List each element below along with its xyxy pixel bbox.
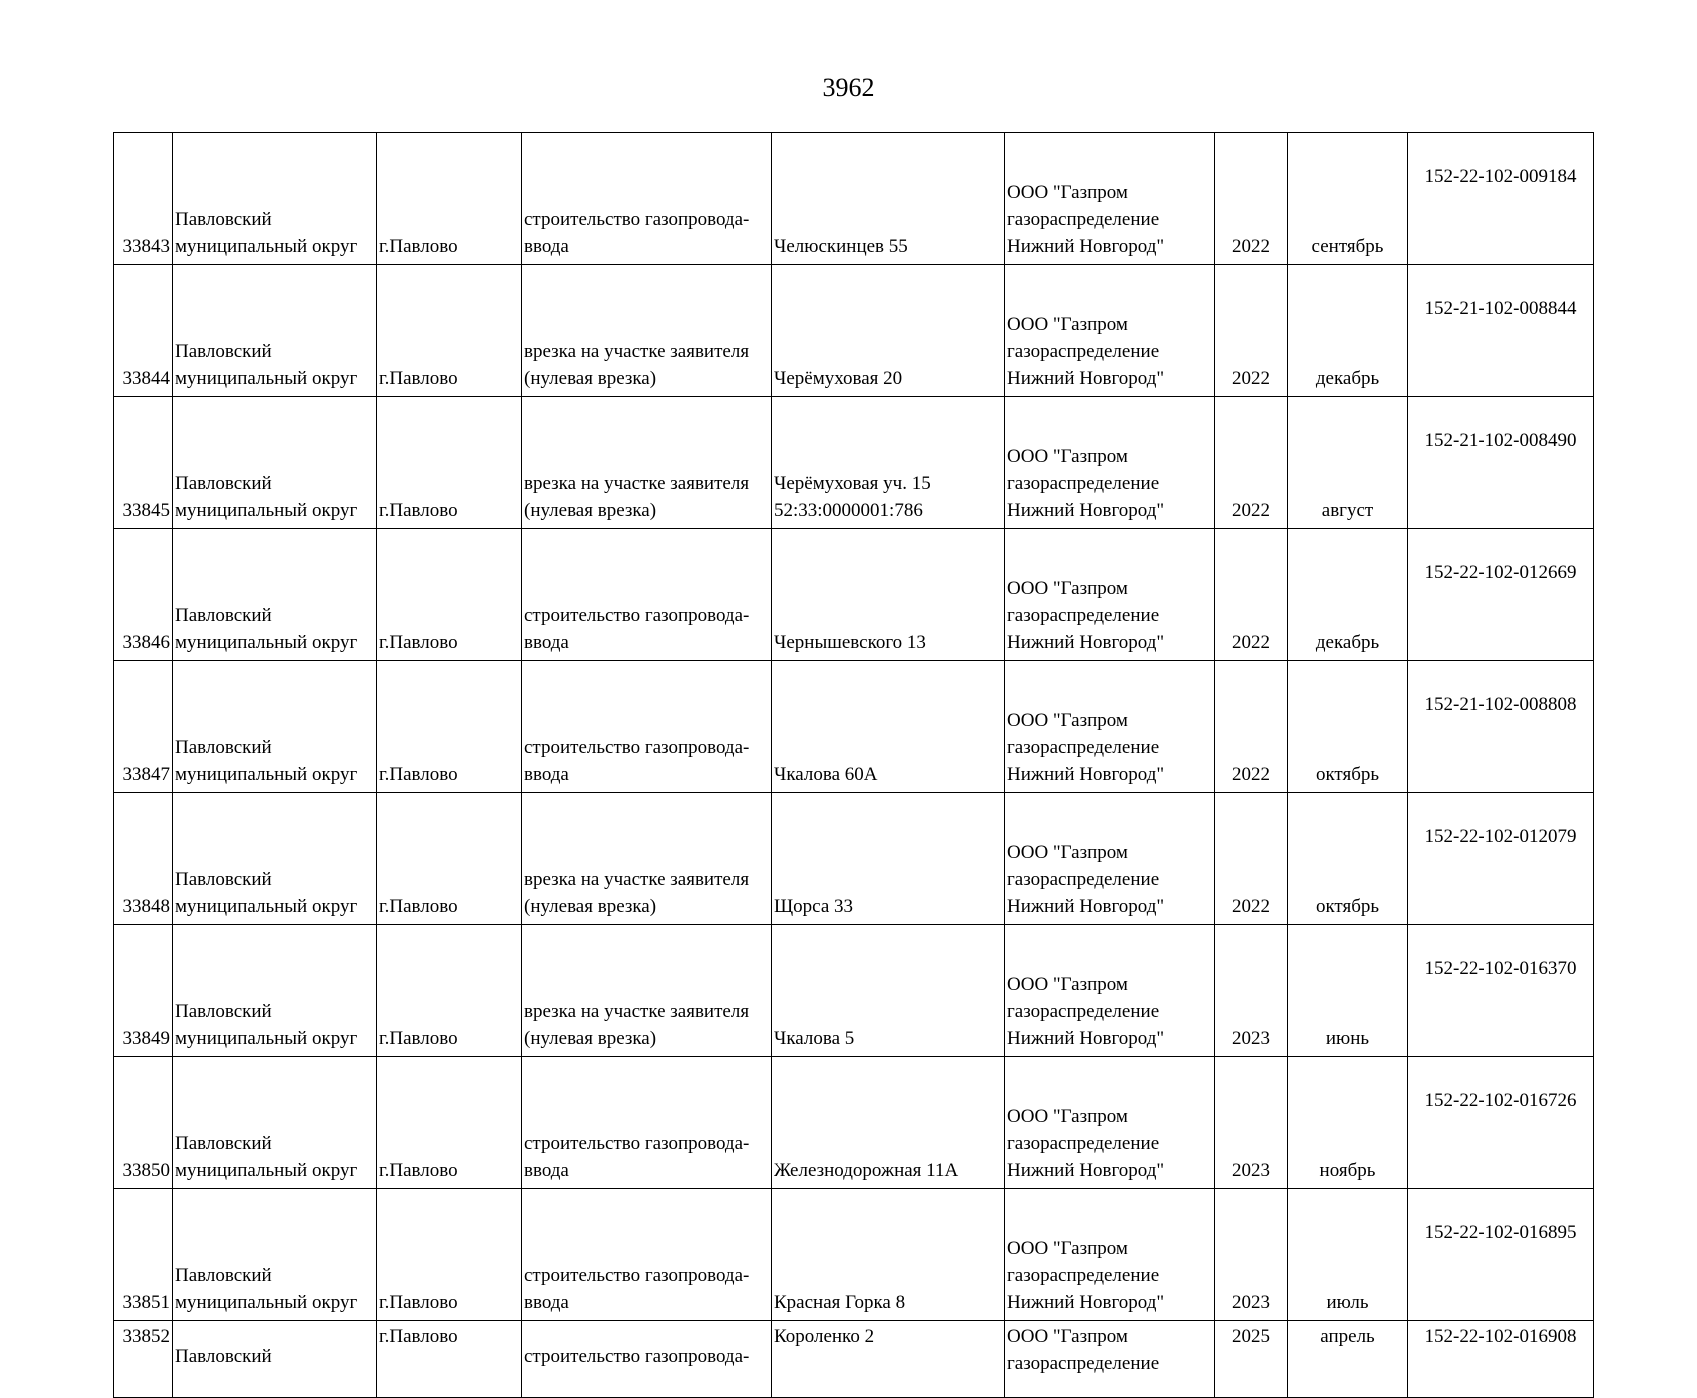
district-cell-line: Павловский [175, 1133, 272, 1154]
address-cell [772, 1321, 1005, 1398]
district-cell-line: муниципальный округ [175, 500, 358, 521]
work-type-cell [522, 265, 772, 397]
table-body [114, 133, 1594, 1398]
address-cell-line: Красная Горка 8 [774, 1292, 906, 1313]
page-number: 3962 [822, 73, 875, 102]
organization-cell [1005, 925, 1215, 1057]
district-cell-line: муниципальный округ [175, 764, 358, 785]
year-cell: 2022 [1215, 133, 1288, 265]
work-type-cell [522, 1057, 772, 1189]
month-cell: сентябрь [1288, 133, 1408, 265]
year-cell: 2022 [1215, 265, 1288, 397]
code-cell: 152-22-102-016908 [1408, 1321, 1594, 1398]
address-cell-line: Щорса 33 [774, 896, 854, 917]
work-type-cell-line: ввода [524, 1160, 569, 1181]
organization-cell-line: Нижний Новгород" [1007, 368, 1165, 389]
work-type-cell [522, 1189, 772, 1321]
code-cell: 152-22-102-009184 [1408, 133, 1594, 265]
district-cell [173, 529, 377, 661]
work-type-cell-line: врезка на участке заявителя [524, 473, 750, 494]
code-cell: 152-22-102-012669 [1408, 529, 1594, 661]
table-row [114, 1189, 1594, 1321]
organization-cell-line: ООО "Газпром [1007, 1238, 1128, 1259]
district-cell [173, 265, 377, 397]
table-row [114, 1057, 1594, 1189]
address-cell [772, 265, 1005, 397]
district-cell [173, 925, 377, 1057]
work-type-cell-line: ввода [524, 632, 569, 653]
organization-cell-line: газораспределение [1007, 1353, 1160, 1374]
address-cell-line: Чернышевского 13 [774, 632, 926, 653]
address-cell [772, 661, 1005, 793]
work-type-cell-line: ввода [524, 1292, 569, 1313]
city-cell: г.Павлово [377, 925, 522, 1057]
month-cell: октябрь [1288, 661, 1408, 793]
table-row [114, 397, 1594, 529]
organization-cell-line: ООО "Газпром [1007, 710, 1128, 731]
city-cell: г.Павлово [377, 661, 522, 793]
district-cell-line: Павловский [175, 1001, 272, 1022]
district-cell-line: муниципальный округ [175, 1028, 358, 1049]
work-type-cell [522, 925, 772, 1057]
organization-cell-line: ООО "Газпром [1007, 1106, 1128, 1127]
code-cell: 152-21-102-008808 [1408, 661, 1594, 793]
city-cell: г.Павлово [377, 529, 522, 661]
year-cell: 2023 [1215, 925, 1288, 1057]
address-cell [772, 1057, 1005, 1189]
month-cell: июнь [1288, 925, 1408, 1057]
organization-cell-line: Нижний Новгород" [1007, 236, 1165, 257]
work-type-cell-line: строительство газопровода- [524, 737, 750, 758]
city-cell: г.Павлово [377, 397, 522, 529]
row-number-cell: 33846 [114, 529, 173, 661]
code-cell: 152-22-102-016726 [1408, 1057, 1594, 1189]
work-type-cell [522, 133, 772, 265]
work-type-cell-line: ввода [524, 236, 569, 257]
row-number-cell: 33850 [114, 1057, 173, 1189]
district-cell-line: Павловский [175, 869, 272, 890]
year-cell: 2022 [1215, 529, 1288, 661]
district-cell [173, 133, 377, 265]
code-cell: 152-22-102-016895 [1408, 1189, 1594, 1321]
row-number-cell: 33851 [114, 1189, 173, 1321]
organization-cell-line: ООО "Газпром [1007, 446, 1128, 467]
organization-cell-line: Нижний Новгород" [1007, 1160, 1165, 1181]
work-type-cell-line: врезка на участке заявителя [524, 869, 750, 890]
address-cell-line: 52:33:0000001:786 [774, 500, 923, 521]
work-type-cell [522, 661, 772, 793]
organization-cell-line: газораспределение [1007, 1001, 1160, 1022]
work-type-cell-line: строительство газопровода- [524, 209, 750, 230]
district-cell-line: Павловский [175, 209, 272, 230]
organization-cell-line: Нижний Новгород" [1007, 764, 1165, 785]
organization-cell-line: газораспределение [1007, 1265, 1160, 1286]
work-type-cell-line: (нулевая врезка) [524, 1028, 657, 1049]
work-type-cell [522, 529, 772, 661]
work-type-cell [522, 1321, 772, 1398]
month-cell: апрель [1288, 1321, 1408, 1398]
work-type-cell-line: врезка на участке заявителя [524, 341, 750, 362]
year-cell: 2022 [1215, 397, 1288, 529]
district-cell-line: муниципальный округ [175, 1292, 358, 1313]
address-cell [772, 793, 1005, 925]
organization-cell-line: Нижний Новгород" [1007, 1292, 1165, 1313]
work-type-cell-line: врезка на участке заявителя [524, 1001, 750, 1022]
district-cell-line: Павловский [175, 1346, 272, 1367]
organization-cell [1005, 529, 1215, 661]
work-type-cell-line: строительство газопровода- [524, 1265, 750, 1286]
year-cell: 2023 [1215, 1057, 1288, 1189]
district-cell-line: муниципальный округ [175, 368, 358, 389]
organization-cell-line: газораспределение [1007, 869, 1160, 890]
district-cell-line: Павловский [175, 605, 272, 626]
organization-cell [1005, 661, 1215, 793]
address-cell-line: Короленко 2 [774, 1326, 875, 1347]
address-cell [772, 925, 1005, 1057]
month-cell: ноябрь [1288, 1057, 1408, 1189]
organization-cell-line: ООО "Газпром [1007, 842, 1128, 863]
organization-cell-line: ООО "Газпром [1007, 1326, 1128, 1347]
row-number-cell: 33847 [114, 661, 173, 793]
table-row [114, 793, 1594, 925]
work-type-cell-line: (нулевая врезка) [524, 896, 657, 917]
organization-cell-line: ООО "Газпром [1007, 974, 1128, 995]
address-cell-line: Железнодорожная 11А [774, 1160, 959, 1181]
row-number-cell: 33845 [114, 397, 173, 529]
district-cell [173, 661, 377, 793]
organization-cell-line: газораспределение [1007, 605, 1160, 626]
organization-cell-line: Нижний Новгород" [1007, 1028, 1165, 1049]
table-row [114, 133, 1594, 265]
district-cell-line: муниципальный округ [175, 896, 358, 917]
district-cell-line: Павловский [175, 737, 272, 758]
work-type-cell-line: строительство газопровода- [524, 605, 750, 626]
code-cell: 152-22-102-016370 [1408, 925, 1594, 1057]
month-cell: октябрь [1288, 793, 1408, 925]
work-type-cell-line: строительство газопровода- [524, 1346, 750, 1367]
year-cell: 2025 [1215, 1321, 1288, 1398]
year-cell: 2023 [1215, 1189, 1288, 1321]
district-cell [173, 1321, 377, 1398]
work-type-cell [522, 397, 772, 529]
row-number-cell: 33852 [114, 1321, 173, 1398]
organization-cell [1005, 1189, 1215, 1321]
gas-connection-table [113, 132, 1594, 1398]
month-cell: декабрь [1288, 265, 1408, 397]
month-cell: декабрь [1288, 529, 1408, 661]
city-cell: г.Павлово [377, 793, 522, 925]
district-cell-line: муниципальный округ [175, 1160, 358, 1181]
city-cell: г.Павлово [377, 1057, 522, 1189]
address-cell-line: Челюскинцев 55 [774, 236, 908, 257]
organization-cell [1005, 1321, 1215, 1398]
district-cell [173, 1057, 377, 1189]
address-cell [772, 397, 1005, 529]
organization-cell-line: газораспределение [1007, 737, 1160, 758]
month-cell: август [1288, 397, 1408, 529]
address-cell-line: Чкалова 5 [774, 1028, 855, 1049]
work-type-cell [522, 793, 772, 925]
row-number-cell: 33848 [114, 793, 173, 925]
organization-cell-line: Нижний Новгород" [1007, 632, 1165, 653]
work-type-cell-line: (нулевая врезка) [524, 500, 657, 521]
work-type-cell-line: ввода [524, 764, 569, 785]
address-cell-line: Чкалова 60А [774, 764, 878, 785]
organization-cell-line: газораспределение [1007, 1133, 1160, 1154]
organization-cell-line: газораспределение [1007, 341, 1160, 362]
table-row [114, 925, 1594, 1057]
city-cell: г.Павлово [377, 265, 522, 397]
table-row [114, 265, 1594, 397]
row-number-cell: 33844 [114, 265, 173, 397]
organization-cell-line: ООО "Газпром [1007, 314, 1128, 335]
table-row [114, 529, 1594, 661]
address-cell [772, 1189, 1005, 1321]
organization-cell-line: ООО "Газпром [1007, 578, 1128, 599]
organization-cell-line: Нижний Новгород" [1007, 896, 1165, 917]
address-cell [772, 133, 1005, 265]
organization-cell-line: Нижний Новгород" [1007, 500, 1165, 521]
district-cell-line: Павловский [175, 1265, 272, 1286]
district-cell-line: Павловский [175, 473, 272, 494]
table-row-partial [114, 1321, 1594, 1398]
city-cell: г.Павлово [377, 133, 522, 265]
district-cell-line: Павловский [175, 341, 272, 362]
organization-cell-line: газораспределение [1007, 209, 1160, 230]
organization-cell-line: ООО "Газпром [1007, 182, 1128, 203]
code-cell: 152-21-102-008844 [1408, 265, 1594, 397]
city-cell: г.Павлово [377, 1189, 522, 1321]
address-cell-line: Черёмуховая уч. 15 [774, 473, 931, 494]
organization-cell-line: газораспределение [1007, 473, 1160, 494]
row-number-cell: 33843 [114, 133, 173, 265]
work-type-cell-line: (нулевая врезка) [524, 368, 657, 389]
district-cell [173, 1189, 377, 1321]
table-row [114, 661, 1594, 793]
district-cell-line: муниципальный округ [175, 632, 358, 653]
address-cell [772, 529, 1005, 661]
organization-cell [1005, 397, 1215, 529]
organization-cell [1005, 793, 1215, 925]
code-cell: 152-21-102-008490 [1408, 397, 1594, 529]
code-cell: 152-22-102-012079 [1408, 793, 1594, 925]
district-cell [173, 397, 377, 529]
row-number-cell: 33849 [114, 925, 173, 1057]
district-cell-line: муниципальный округ [175, 236, 358, 257]
year-cell: 2022 [1215, 661, 1288, 793]
organization-cell [1005, 1057, 1215, 1189]
organization-cell [1005, 133, 1215, 265]
address-cell-line: Черёмуховая 20 [774, 368, 903, 389]
month-cell: июль [1288, 1189, 1408, 1321]
organization-cell [1005, 265, 1215, 397]
district-cell [173, 793, 377, 925]
city-cell: г.Павлово [377, 1321, 522, 1398]
year-cell: 2022 [1215, 793, 1288, 925]
work-type-cell-line: строительство газопровода- [524, 1133, 750, 1154]
